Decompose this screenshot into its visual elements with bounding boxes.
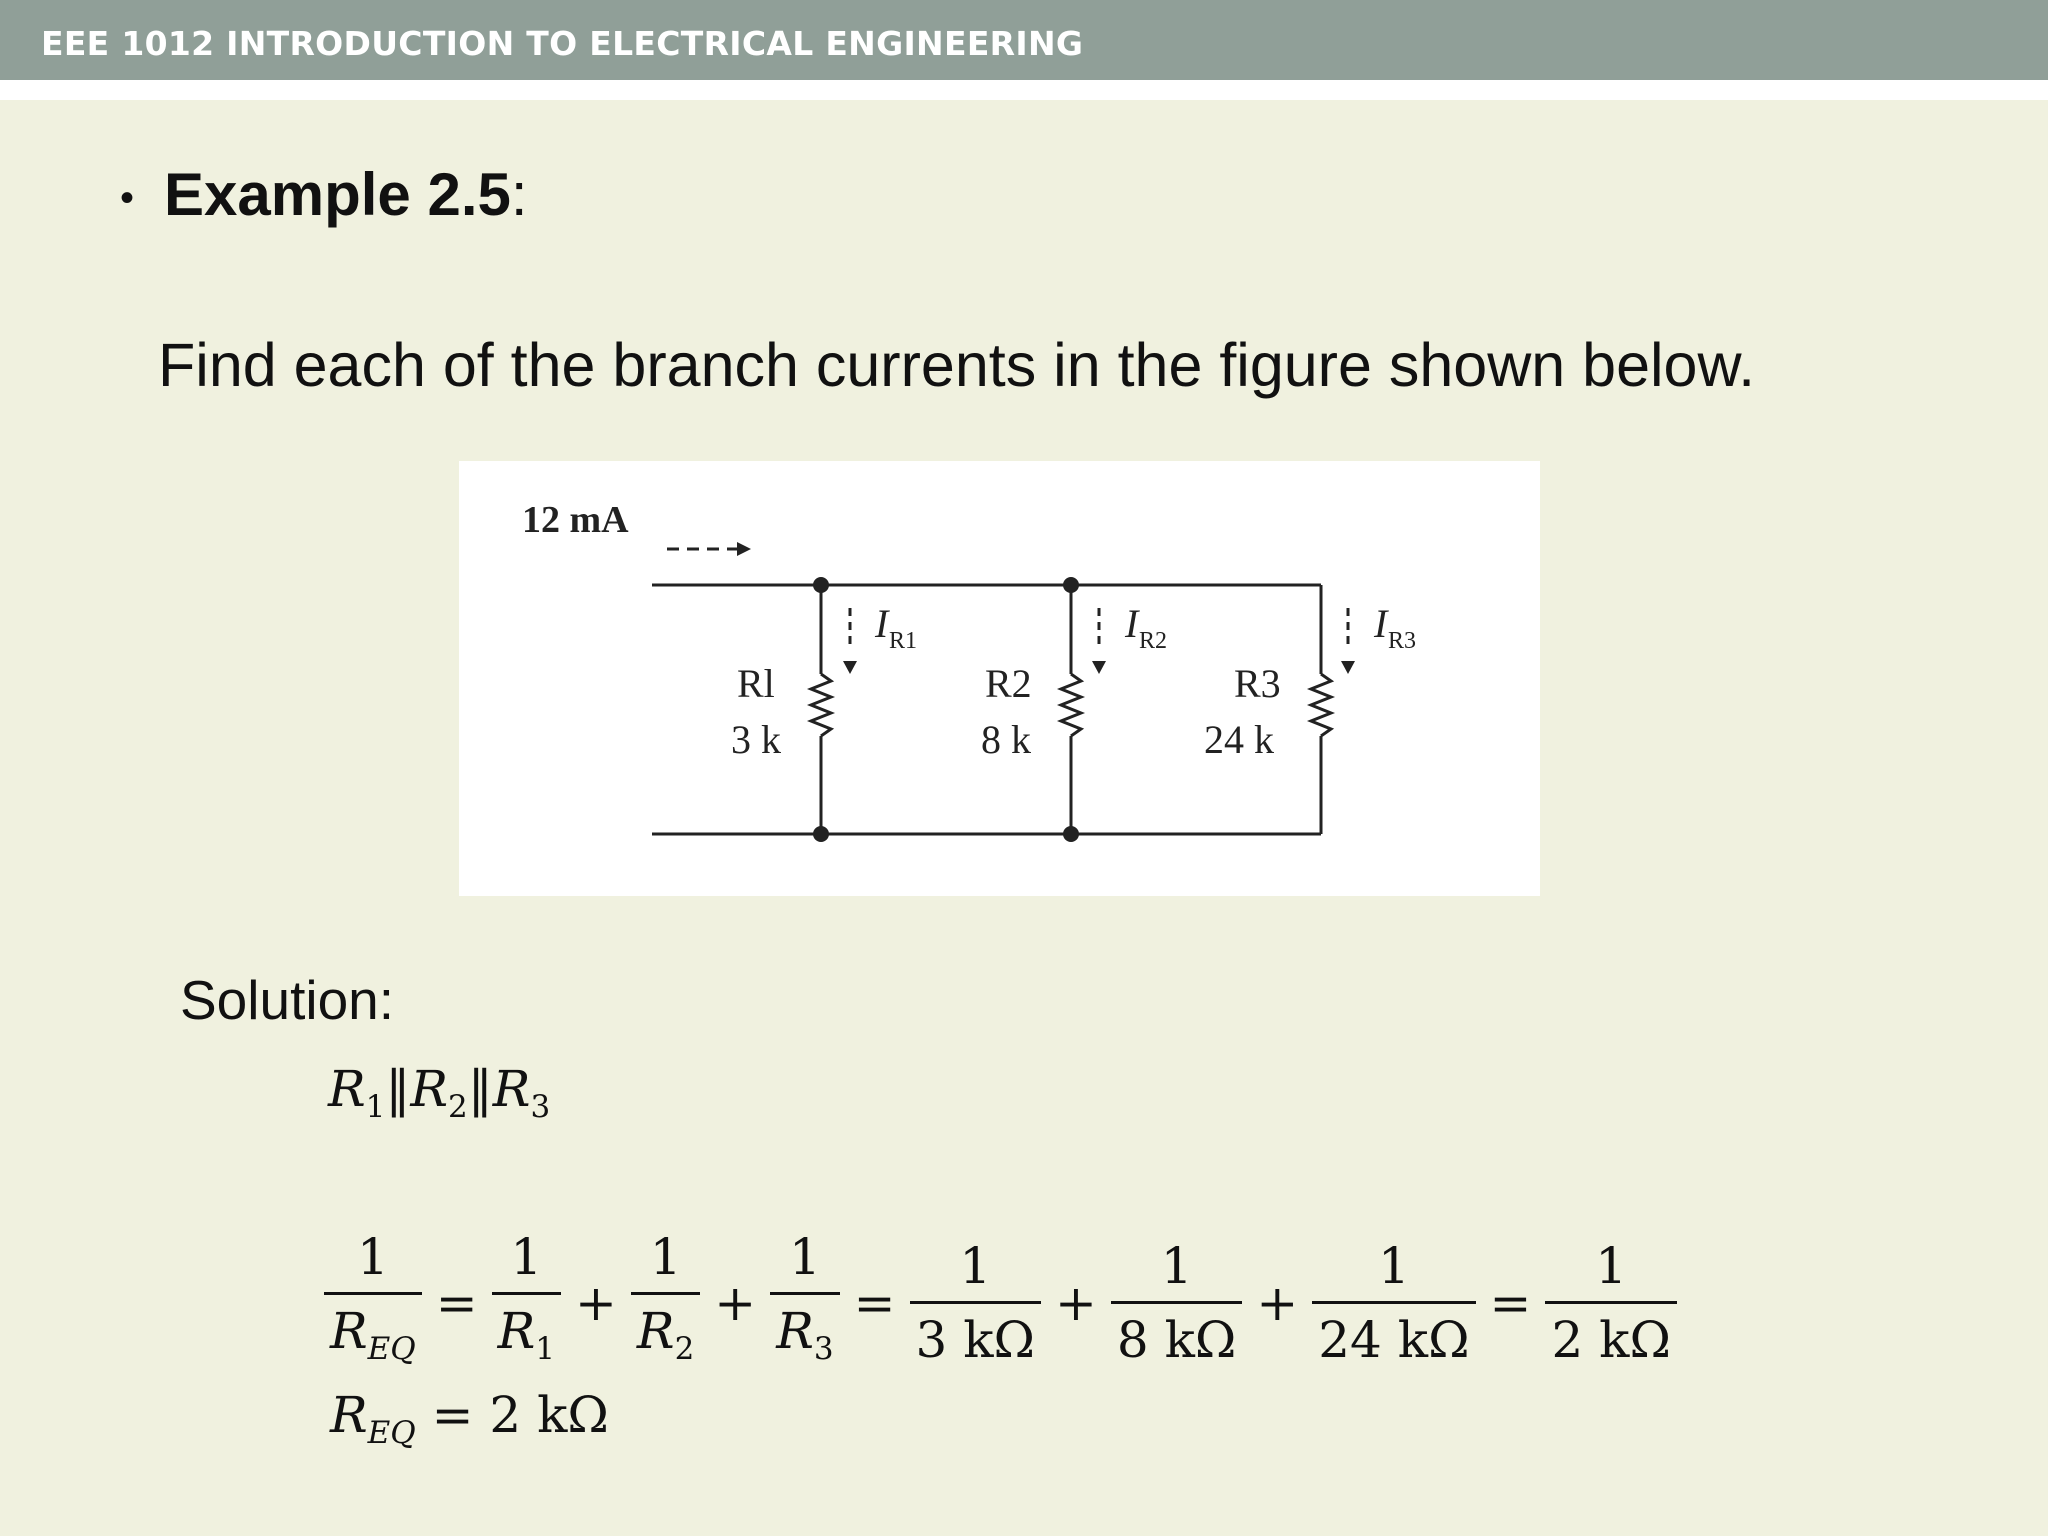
resistor-name-r3: R3 — [1234, 661, 1281, 706]
result-expression: $R_{EQ} = 2$ kΩ — [330, 1386, 609, 1451]
parallel-expression: $R_1‖R_2‖R_3$ — [328, 1060, 551, 1125]
circuit-figure — [459, 461, 1540, 896]
source-current-label: 12 mA — [522, 499, 629, 541]
fraction-2k: $\frac{1}{2 k\Omega}$ — [1545, 1231, 1676, 1376]
current-sub-r1: R1 — [889, 628, 918, 654]
course-title: EEE 1012 INTRODUCTION TO ELECTRICAL ENGINEERING — [41, 24, 1084, 63]
fraction-r1: $\frac{1}{R_1}$ — [492, 1222, 561, 1385]
example-heading — [164, 160, 528, 229]
current-sub-r2: R2 — [1139, 628, 1168, 654]
fraction-8k: $\frac{1}{8 k\Omega}$ — [1111, 1231, 1242, 1376]
fraction-req: $\frac{1}{R_{EQ}}$ — [324, 1222, 422, 1385]
resistor-r3-zigzag — [1311, 674, 1331, 736]
bullet: • — [120, 176, 135, 220]
resistor-name-r2: R2 — [985, 661, 1032, 706]
current-label-r3: I — [1374, 601, 1388, 646]
example-title: Example 2.5 — [164, 161, 511, 228]
resistor-value-r2: 8 k — [981, 717, 1031, 762]
fraction-3k: $\frac{1}{3 k\Omega}$ — [910, 1231, 1041, 1376]
fraction-r3: $\frac{1}{R_3}$ — [770, 1222, 839, 1385]
slide-header — [0, 0, 2048, 100]
current-sub-r3: R3 — [1388, 628, 1417, 654]
branch-r1 — [731, 577, 917, 842]
fraction-r2: $\frac{1}{R_2}$ — [631, 1222, 700, 1385]
fraction-24k: $\frac{1}{24 k\Omega}$ — [1312, 1231, 1475, 1376]
equivalent-resistance-equation: $\frac{1}{R_{EQ}}$ = $\frac{1}{R_1}$ + $\frac{1}{R_2}$ + $\frac{1}{R_3}$ = $\frac{1}{3 k\Omega}$ + $\frac{1}{8 k\Omega}$ + $\frac{1}{24 k\Omega}$ = $\frac{1}{2 k\Omega}$ — [324, 1222, 1677, 1385]
problem-statement: Find each of the branch currents in the figure shown below. — [158, 331, 1756, 399]
resistor-value-r3: 24 k — [1204, 717, 1274, 762]
circuit-diagram — [459, 461, 1540, 896]
example-colon: : — [510, 161, 528, 228]
resistor-name-r1: Rl — [737, 661, 775, 706]
resistor-value-r1: 3 k — [731, 717, 781, 762]
resistor-r2-zigzag — [1061, 674, 1081, 736]
resistor-r1-zigzag — [811, 674, 831, 736]
solution-label: Solution: — [180, 969, 395, 1031]
current-label-r2: I — [1125, 601, 1139, 646]
branch-r3 — [1204, 585, 1416, 834]
branch-r2 — [981, 577, 1167, 842]
source-current-arrow — [667, 542, 751, 556]
current-label-r1: I — [875, 601, 889, 646]
